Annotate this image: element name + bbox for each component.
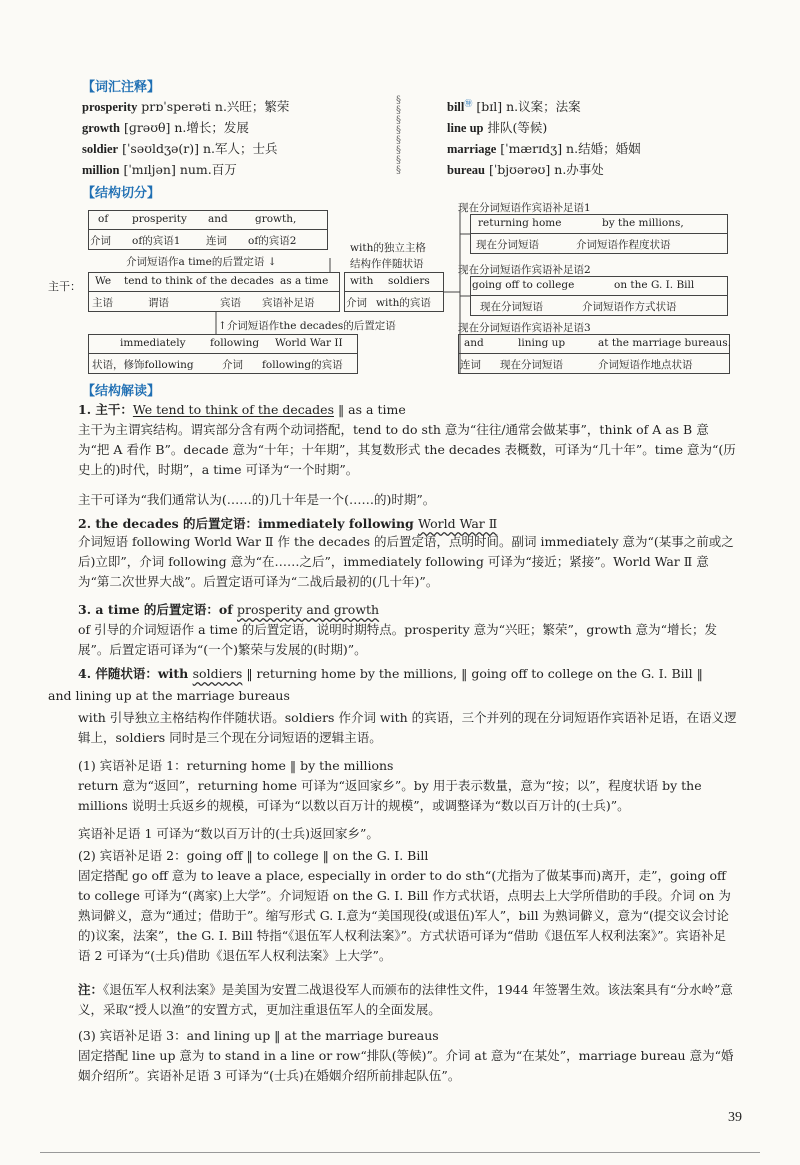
- cell: 宾语: [220, 297, 241, 309]
- vocab-section-title: 【词汇注释】: [82, 80, 161, 95]
- heading-adverbial: 4. 伴随状语：with soldiers ‖ returning home by the millions, ‖ going off to college on the G. I. Bill ‖: [78, 666, 703, 681]
- cell: returning home: [478, 217, 562, 229]
- cell: with的宾语: [376, 297, 431, 309]
- paragraph: return 意为“返回”，returning home 可译为“返回家乡”。by 用于表示数量，意为“按；以”，程度状语 by the millions 说明士兵返乡的规模，可译为“以数以百万计的规模”，或调整译为“数以百万计的(士兵)”。: [78, 778, 702, 813]
- cell: 连词: [206, 235, 227, 247]
- cell: growth,: [255, 213, 297, 225]
- diagram-connector-lines: [0, 0, 800, 400]
- vocab-entry-growth: growth [ɡrəʊθ] n.增长；发展: [82, 120, 249, 135]
- cell: at the marriage bureaus.: [598, 337, 731, 349]
- paragraph: 宾语补足语 1 可译为“数以百万计的(士兵)返回家乡”。: [78, 826, 379, 841]
- cell: 介词短语作方式状语: [582, 301, 677, 313]
- cell: on the G. I. Bill: [614, 279, 695, 291]
- heading-main-clause: 1. 主干：We tend to think of the decades ‖ as a time: [78, 402, 406, 417]
- cell: of的宾语1: [132, 235, 181, 247]
- cell: and: [464, 337, 484, 349]
- cell: 连词: [460, 359, 481, 371]
- cell: 宾语补足语: [262, 297, 315, 309]
- cell: as a time: [280, 275, 329, 287]
- structure-section-title: 【结构切分】: [82, 186, 161, 201]
- with-clause-label-1: with的独立主格: [350, 242, 426, 254]
- cell: tend to think of: [124, 275, 207, 287]
- note-paragraph: 注：《退伍军人权利法案》是美国为安置二战退役军人而颁布的法律性文件，1944 年签署生效。该法案具有“分水岭”意义，采取“授人以渔”的安置方式，更加注重退伍军人的全面发展。: [78, 982, 733, 1017]
- cell: 介词: [90, 235, 111, 247]
- complement-1-label: 现在分词短语作宾语补足语1: [458, 202, 591, 214]
- time-postmodifier-label: 介词短语作a time的后置定语 ↓: [126, 256, 277, 268]
- cell: 介词短语作地点状语: [598, 359, 693, 371]
- vocab-entry-soldier: soldier [ˈsəʊldʒə(r)] n.军人；士兵: [82, 141, 278, 156]
- vocab-entry-marriage: marriage [ˈmærɪdʒ] n.结婚；婚姻: [447, 141, 641, 156]
- heading-adverbial-line2: and lining up at the marriage bureaus: [48, 688, 290, 703]
- heading-decades-modifier: 2. the decades 的后置定语：immediately following World War Ⅱ: [78, 516, 498, 531]
- main-clause-label: 主干：: [48, 280, 81, 293]
- paragraph: with 引导独立主格结构作伴随状语。soldiers 作介词 with 的宾语，三个并列的现在分词短语作宾语补足语，在语义逻辑上，soldiers 同时是三个现在分词短语的逻辑主语。: [78, 710, 737, 745]
- cell: 现在分词短语: [476, 239, 539, 251]
- cell: 现在分词短语: [500, 359, 563, 371]
- cell: of的宾语2: [248, 235, 297, 247]
- cell: immediately: [120, 337, 186, 349]
- vocab-entry-bill: bill㊕ [bɪl] n.议案；法案: [447, 98, 581, 114]
- decorative-divider: § § § § § § § §: [396, 95, 401, 176]
- cell: and: [208, 213, 228, 225]
- footer-rule: [40, 1152, 760, 1153]
- paragraph: 固定搭配 line up 意为 to stand in a line or row“排队(等候)”。介词 at 意为“在某处”，marriage bureau 意为“婚姻介绍所”。宾语补足语 3 可译为“(士兵)在婚姻介绍所前排起队伍”。: [78, 1048, 734, 1083]
- vocab-entry-prosperity: prosperity prɒˈsperəti n.兴旺；繁荣: [82, 99, 290, 114]
- cell: 介词短语作程度状语: [576, 239, 671, 251]
- cell: of: [98, 213, 109, 225]
- cell: 现在分词短语: [480, 301, 543, 313]
- cell: We: [95, 275, 112, 287]
- cell: with: [350, 275, 374, 287]
- cell: 介词: [222, 359, 243, 371]
- paragraph: 主干可译为“我们通常认为(……的)几十年是一个(……的)时期”。: [78, 492, 436, 507]
- cell: the decades: [210, 275, 274, 287]
- cell: following: [210, 337, 260, 349]
- cell: 状语，修饰following: [92, 359, 194, 371]
- subheading-complement-2: (2) 宾语补足语 2：going off ‖ to college ‖ on the G. I. Bill: [78, 848, 429, 863]
- page-number: 39: [728, 1110, 742, 1125]
- decades-postmodifier-label: ↑介词短语作the decades的后置定语: [218, 320, 396, 332]
- cell: going off to college: [472, 279, 575, 291]
- cell: 谓语: [148, 297, 169, 309]
- heading-time-modifier: 3. a time 的后置定语：of prosperity and growth: [78, 602, 380, 617]
- subheading-complement-3: (3) 宾语补足语 3：and lining up ‖ at the marriage bureaus: [78, 1028, 439, 1043]
- cell: lining up: [518, 337, 566, 349]
- cell: soldiers: [388, 275, 430, 287]
- cell: 主语: [92, 297, 113, 309]
- cell: by the millions,: [602, 217, 684, 229]
- paragraph: of 引导的介词短语作 a time 的后置定语，说明时期特点。prosperity 意为“兴旺；繁荣”，growth 意为“增长；发展”。后置定语可译为“(一个)繁荣与发展的(时期)”。: [78, 622, 718, 657]
- analysis-section-title: 【结构解读】: [82, 384, 161, 399]
- complement-3-label: 现在分词短语作宾语补足语3: [458, 322, 591, 334]
- cell: 介词: [346, 297, 367, 309]
- vocab-entry-bureau: bureau [ˈbjʊərəʊ] n.办事处: [447, 162, 604, 177]
- complement-2-label: 现在分词短语作宾语补足语2: [458, 264, 591, 276]
- paragraph: 固定搭配 go off 意为 to leave a place, especially in order to do sth“(尤指为了做某事而)离开，走”，going off to college 可译为“(离家)上大学”。介词短语 on the G. I. Bill 作方式状语，点明去上大学所借助的手段。介词 on 为熟词僻义，意为“通过；借助于”。缩写形式 G. I.意为“美国现役(或退伍)军人”，bill 为熟词僻义，意为“(提交议会讨论的)议案，法案”，the G. I. Bill 特指“《退伍军人权利法案》”。方式状语可译为“借助《退伍军人权利法案》”。宾语补足语 2 可译为“(士兵)借助《退伍军人权利法案》上大学”。: [78, 868, 731, 963]
- with-clause-label-2: 结构作伴随状语: [350, 258, 424, 270]
- subheading-complement-1: (1) 宾语补足语 1：returning home ‖ by the millions: [78, 758, 394, 773]
- cell: following的宾语: [262, 359, 343, 371]
- paragraph: 主干为主谓宾结构。谓宾部分含有两个动词搭配，tend to do sth 意为“往往/通常会做某事”，think of A as B 意为“把 A 看作 B”。decade 意为“十年；十年期”，其复数形式 the decades 表概数，可译为“几十年”。time 意为“(历史上的)时代，时期”，a time 可译为“一个时期”。: [78, 422, 736, 477]
- vocab-entry-million: million [ˈmɪljən] num.百万: [82, 162, 237, 177]
- paragraph: 介词短语 following World War Ⅱ 作 the decades 的后置定语，点明时间。副词 immediately 意为“(某事之前或之后)立即”，介词 following 意为“在……之后”，immediately following 可译为“接近；紧接”。World War Ⅱ 意为“第二次世界大战”。后置定语可译为“二战后最初的(几十年)”。: [78, 534, 734, 589]
- cell: prosperity: [132, 213, 187, 225]
- cell: World War II: [275, 337, 343, 349]
- vocab-entry-line-up: line up 排队(等候): [447, 120, 548, 135]
